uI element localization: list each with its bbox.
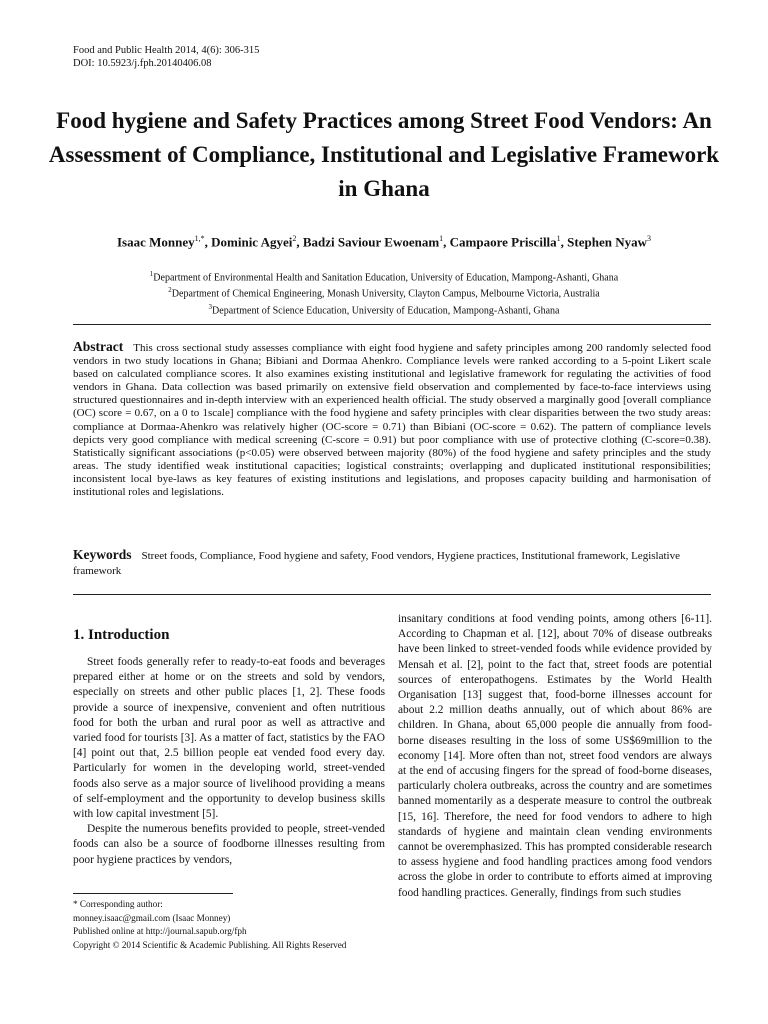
keywords-text: Street foods, Compliance, Food hygiene and safety, Food vendors, Hygiene practices, Institutional framework, Legislative framework [73,550,680,577]
author-name: Dominic Agyei [211,234,293,250]
affiliation-text: Department of Chemical Engineering, Monash University, Clayton Campus, Melbourne Victoria, Australia [171,288,600,300]
affiliations [40,268,728,317]
abstract-block [73,340,711,499]
divider-bottom [73,594,711,595]
keywords-block [73,547,711,579]
divider-top [73,324,711,325]
affiliation-mark: 2 [168,286,172,295]
author-name: Stephen Nyaw [567,234,647,250]
abstract-label: Abstract [73,339,124,354]
author-affil-mark: 1,* [194,234,205,243]
body-column-left [73,655,385,868]
footnote-published: Published online at http://journal.sapub.org/fph [73,926,247,937]
keywords-label: Keywords [73,547,132,562]
abstract-text: This cross sectional study assesses compliance with eight food hygiene and safety principles among 200 randomly selected food vendors in two study locations in Ghana; Bibiani and Dormaa Ahenkro. Compliance levels were ranked according to a 5-point Likert scale based on calculated compliance scores. It also examines existing institutional and legislative framework for regulating the activities of food vendors in Ghana. Data collection was based primarily on extensive field observation and complemented by face-to-face interviews using structured questionnaires and in-depth interview with an experienced health official. The study observed a marginally good [overall compliance (OC) score = 0.67, on a 0 to 1scale] compliance with the food hygiene and safety principles with clear disparities between the two study areas: compliance at Dormaa-Ahenkro was relatively higher (OC-score = 0.71) than Bibiani (OC-score = 0.62). The pattern of compliance levels depicts very good compliance with medical screening (C-score = 0.91) but poor compliance with use of protective clothing (C-score=0.38). Statistically significant associations (p<0.05) were observed between majority (80%) of the food hygiene and safety principles and the study areas. The study identified weak institutional capacities; logistical constraints; overlapping and duplicated institutional responsibilities; inconsistent local bye-laws as key features of existing institutions and legislations, and proposes capacity building and harmonisation of institutional roles and legislations. [73,342,711,499]
author-name: Badzi Saviour Ewoenam [302,234,440,250]
footnote-copyright: Copyright © 2014 Scientific & Academic Publishing. All Rights Reserved [73,939,347,950]
paper-title: Food hygiene and Safety Practices among Street Food Vendors: An Assessment of Compliance, Institutional and Legislative Framework in Ghana [48,108,720,201]
author-affil-mark: 2 [292,234,297,243]
affiliation-line [40,301,728,317]
author-name: Isaac Monney [117,234,195,250]
author-list: Isaac Monney$^{1,*}$, Dominic Agyei$^2$, Badzi Saviour Ewoenam$^1$, Campaore Priscilla$^1$, Stephen Nyaw$^3$ [117,234,651,250]
section-heading: 1. Introduction [73,627,170,643]
footnote-email: monney.isaac@gmail.com (Isaac Monney) [73,912,231,923]
author-affil-mark: 1 [439,234,444,243]
footnote-divider [73,893,233,894]
affiliation-text: Department of Environmental Health and Sanitation Education, University of Education, Mampong-Ashanti, Ghana [153,272,619,284]
affiliation-text: Department of Science Education, University of Education, Mampong-Ashanti, Ghana [212,304,560,316]
journal-doi: DOI: 10.5923/j.fph.20140406.08 [73,58,212,69]
paragraph: Despite the numerous benefits provided to people, street-vended foods can also be a source of foodborne illnesses resulting from poor hygiene practices by vendors, [73,823,385,866]
affiliation-mark: 1 [149,270,154,278]
footnotes [73,898,346,952]
author-affil-mark: 1 [556,234,561,243]
journal-header [73,44,259,70]
affiliation-line [40,284,728,300]
body-column-right [398,612,712,901]
author-affil-mark: 3 [647,234,651,243]
journal-citation: Food and Public Health 2014, 4(6): 306-315 [73,45,260,56]
paragraph: insanitary conditions at food vending points, among others [6-11]. According to Chapman et al. [12], about 70% of disease outbreaks have been linked to street-vended foods while evidence provided by Mensah et al. [2], point to the fact that, street foods are potential sources of enteropathogens. Estimates by the World Health Organisation [13] suggest that, food-borne illnesses account for about 2.2 million deaths annually, out of which about 86% are children. In Ghana, about 65,000 people die annually from food-borne diseases resulting in the loss of some US$69million to the economy [14]. More often than not, street food vendors are always at the end of accusing fingers for the spread of food-borne diseases, particularly cholera outbreaks, across the country and are sometimes banned momentarily as a desperate measure to control the outbreak [15, 16]. Therefore, the need for food vendors to adhere to high standards of hygiene and maintain clean vending environments cannot be overemphasized. This has prompted considerable research to assess hygiene and food handling practices among food vendors across the globe in order to contribute to efforts aimed at improving food handling practices. Generally, findings from such studies [398,613,712,899]
paragraph: Street foods generally refer to ready-to-eat foods and beverages prepared either at home or on the streets and sold by vendors, especially on streets and other public places [1, 2]. These foods provide a source of inexpensive, convenient and often nutritious food for both the urban and rural poor as well as attractive and varied food for tourists [3]. As a matter of fact, statistics by the FAO [4] point out that, 2.5 billion people eat vended food every day. Particularly for women in the developing world, street-vended foods also serve as a major source of livelihood providing a means of self-employment and the opportunity to develop business skills with low capital investment [5]. [73,656,385,821]
author-name: Campaore Priscilla [449,234,557,250]
footnote-corresponding: * Corresponding author: [73,899,163,909]
affiliation-line [40,268,728,284]
affiliation-mark: 3 [208,302,213,311]
